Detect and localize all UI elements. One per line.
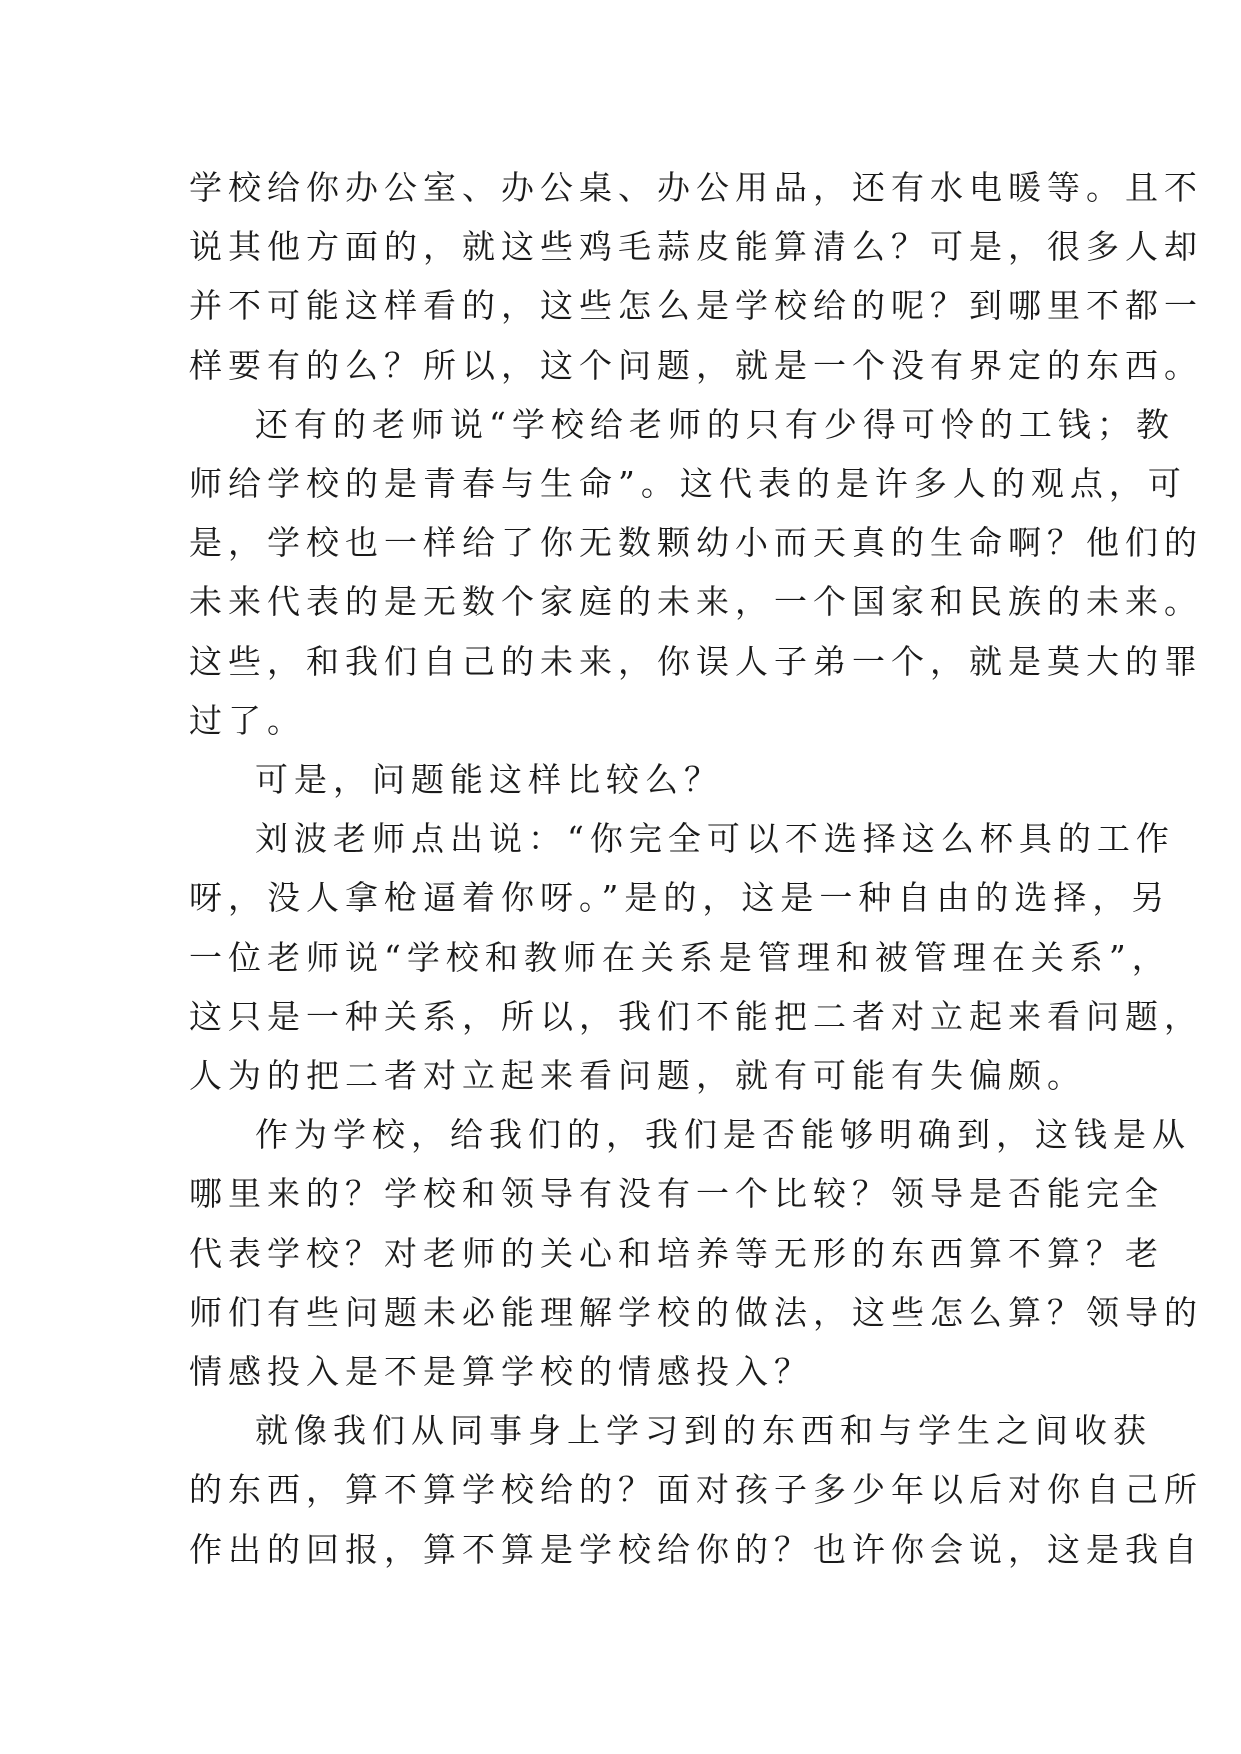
text-line: 并不可能这样看的，这些怎么是学校给的呢？到哪里不都一	[189, 286, 1203, 326]
text-line: 作出的回报，算不算是学校给你的？也许你会说，这是我自	[189, 1529, 1203, 1569]
text-line: 样要有的么？所以，这个问题，就是一个没有界定的东西。	[189, 345, 1203, 385]
paragraph-3	[189, 750, 1069, 809]
text-line: 情感投入是不是算学校的情感投入？	[189, 1352, 813, 1392]
text-line: 一位老师说“学校和教师在关系是管理和被管理在关系”，	[189, 937, 1171, 977]
text-line: 的东西，算不算学校给的？面对孩子多少年以后对你自己所	[189, 1470, 1203, 1510]
paragraph-6	[189, 1401, 1203, 1579]
text-line: 就像我们从同事身上学习到的东西和与学生之间收获	[255, 1411, 1152, 1451]
text-line: 哪里来的？学校和领导有没有一个比较？领导是否能完全	[189, 1174, 1164, 1214]
text-line: 呀，没人拿枪逼着你呀。”是的，这是一种自由的选择，另	[189, 878, 1171, 918]
text-line: 过了。	[189, 700, 306, 740]
text-line: 说其他方面的，就这些鸡毛蒜皮能算清么？可是，很多人却	[189, 227, 1203, 267]
text-line: 这只是一种关系，所以，我们不能把二者对立起来看问题，	[189, 996, 1203, 1036]
text-line: 学校给你办公室、办公桌、办公用品，还有水电暖等。且不	[189, 168, 1203, 207]
text-line: 还有的老师说“学校给老师的只有少得可怜的工钱；教	[255, 404, 1175, 444]
text-line: 人为的把二者对立起来看问题，就有可能有失偏颇。	[189, 1056, 1086, 1096]
paragraph-1	[189, 158, 1203, 395]
text-line: 师们有些问题未必能理解学校的做法，这些怎么算？领导的	[189, 1292, 1203, 1332]
document-body	[189, 158, 1203, 1579]
text-line: 师给学校的是青春与生命”。这代表的是许多人的观点，可	[189, 464, 1187, 504]
text-line: 可是，问题能这样比较么？	[255, 760, 723, 800]
text-line: 作为学校，给我们的，我们是否能够明确到，这钱是从	[255, 1115, 1191, 1155]
paragraph-4	[189, 809, 1203, 1105]
text-line: 代表学校？对老师的关心和培养等无形的东西算不算？老	[189, 1233, 1164, 1273]
text-line: 这些，和我们自己的未来，你误人子弟一个，就是莫大的罪	[189, 641, 1203, 681]
paragraph-5	[189, 1105, 1203, 1401]
text-line: 未来代表的是无数个家庭的未来，一个国家和民族的未来。	[189, 582, 1203, 622]
text-line: 是，学校也一样给了你无数颗幼小而天真的生命啊？他们的	[189, 523, 1203, 563]
paragraph-2	[189, 395, 1203, 750]
text-line: 刘波老师点出说：“你完全可以不选择这么杯具的工作	[255, 819, 1175, 859]
